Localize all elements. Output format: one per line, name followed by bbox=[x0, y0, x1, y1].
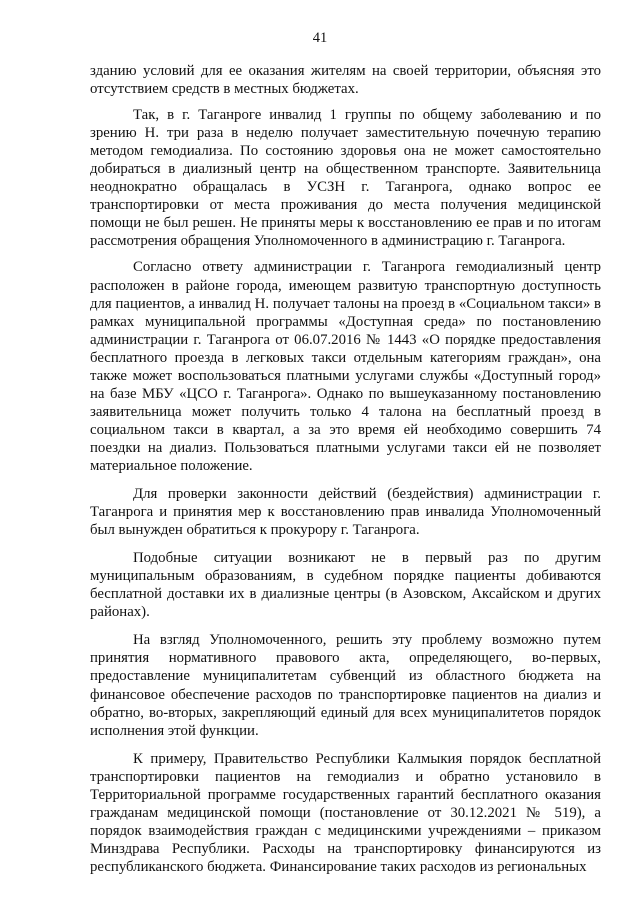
paragraph-taganrog-case: Так, в г. Таганроге инвалид 1 группы по общему заболеванию и по зрению Н. три раза в неделю получает заместительную почечную терапию методом гемодиализа. По состоянию здоровья она не может самостоятельно добираться в диализный центр на общественном транспорте. Заявительница неоднократно обращалась в УСЗН г. Таганрога, однако вопрос ее транспортировки от места проживания до места получения медицинской помощи не был решен. Не приняты меры к восстановлению ее прав и по итогам рассмотрения обращения Уполномоченного в администрацию г. Таганрога. bbox=[90, 107, 601, 250]
paragraph-administration-response: Согласно ответу администрации г. Таганрога гемодиализный центр расположен в районе города, имеющем развитую транспортную доступность для пациентов, а инвалид Н. получает талоны на проезд в «Социальном такси» в рамках муниципальной программы «Доступная среда» по постановлению администрации г. Таганрога от 06.07.2016 № 1443 «О порядке предоставления бесплатного проезда в легковых такси отдельным категориям граждан», она также может воспользоваться платными услугами службы «Доступный город» на базе МБУ «ЦСО г. Таганрога». Однако по вышеуказанному постановлению заявительница может получить только 4 талона на бесплатный проезд в социальном такси в квартал, а за это время ей необходимо совершить 74 поездки на диализ. Пользоваться платными услугами такси ей не позволяет материальное положение. bbox=[90, 259, 601, 474]
page-number: 41 bbox=[312, 30, 328, 46]
paragraph-kalmykia-example: К примеру, Правительство Республики Калмыкия порядок бесплатной транспортировки пациентов на гемодиализ и обратно установило в Территориальной программе государственных гарантий бесплатного оказания гражданам медицинской помощи (постановление от 30.12.2021 № 519), а порядок взаимодействия граждан с медицинскими учреждениями – приказом Минздрава Республики. Расходы на транспортировку финансируются из республиканского бюджета. Финансирование таких расходов из региональных bbox=[90, 750, 601, 875]
paragraph-similar-situations: Подобные ситуации возникают не в первый раз по другим муниципальным образованиям, в судебном порядке пациенты добиваются бесплатной доставки их в диализные центры (в Азовском, Аксайском и других районах). bbox=[90, 550, 601, 621]
body-text bbox=[90, 62, 601, 876]
paragraph-ombudsman-view: На взгляд Уполномоченного, решить эту проблему возможно путем принятия нормативного правового акта, определяющего, во-первых, предоставление муниципалитетам субвенций из областного бюджета на финансовое обеспечение расходов по транспортировке пациентов на диализ и обратно, во-вторых, закрепляющий единый для всех муниципалитетов порядок исполнения этой функции. bbox=[90, 632, 601, 739]
paragraph-prosecutor-appeal: Для проверки законности действий (бездействия) администрации г. Таганрога и принятия мер к восстановлению прав инвалида Уполномоченный был вынужден обратиться к прокурору г. Таганрога. bbox=[90, 486, 601, 539]
paragraph-continuation: зданию условий для ее оказания жителям на своей территории, объясняя это отсутствием средств в местных бюджетах. bbox=[90, 63, 601, 98]
